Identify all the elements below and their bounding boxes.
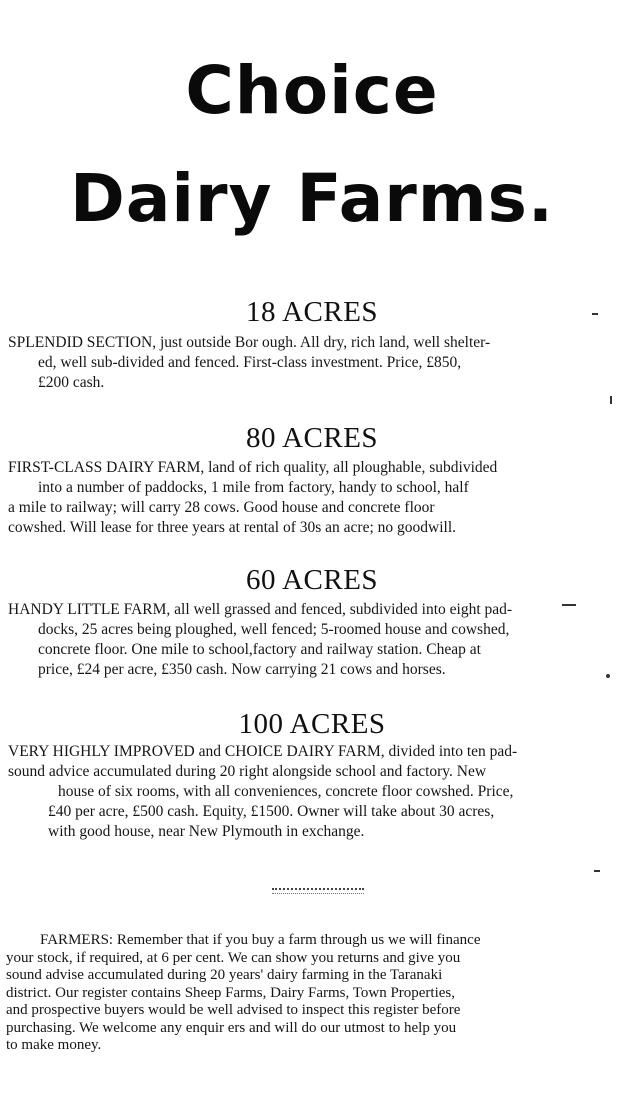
listing-line: £200 cash. bbox=[38, 374, 105, 391]
listing-heading-80-acres: 80 ACRES bbox=[245, 422, 379, 454]
listing-heading-100-acres: 100 ACRES bbox=[238, 708, 386, 740]
notice-line: and prospective buyers would be well advised to inspect this register before bbox=[6, 1002, 461, 1018]
listing-body-100-acres bbox=[8, 742, 598, 842]
listing-line: docks, 25 acres being ploughed, well fenced; 5-roomed house and cowshed, bbox=[38, 621, 510, 638]
scan-speck bbox=[592, 313, 598, 315]
listing-body-60-acres bbox=[8, 600, 598, 680]
notice-line: sound advise accumulated during 20 years' dairy farming in the Taranaki bbox=[6, 967, 443, 983]
listing-line: ed, well sub-divided and fenced. First-class investment. Price, £850, bbox=[38, 354, 462, 371]
notice-line: district. Our register contains Sheep Farms, Dairy Farms, Town Properties, bbox=[6, 984, 456, 1001]
listing-line: price, £24 per acre, £350 cash. Now carrying 21 cows and horses. bbox=[38, 661, 446, 678]
listing-line: with good house, near New Plymouth in exchange. bbox=[48, 823, 365, 840]
headline-line-2: Dairy Farms. bbox=[70, 160, 554, 237]
scan-speck bbox=[562, 604, 576, 606]
listing-body-80-acres bbox=[8, 458, 598, 538]
listing-line: concrete floor. One mile to school,factory and railway station. Cheap at bbox=[38, 641, 481, 658]
listing-line: cowshed. Will lease for three years at rental of 30s an acre; no goodwill. bbox=[8, 519, 457, 536]
listing-body-18-acres bbox=[8, 333, 598, 393]
listing-line: into a number of paddocks, 1 mile from factory, handy to school, half bbox=[38, 479, 469, 496]
listing-line: sound advice accumulated during 20 right alongside school and factory. New bbox=[8, 763, 487, 780]
listing-line: a mile to railway; will carry 28 cows. Good house and concrete floor bbox=[8, 499, 435, 516]
farmers-notice bbox=[6, 932, 610, 1055]
listing-line: HANDY LITTLE FARM, all well grassed and fenced, subdivided into eight pad- bbox=[8, 601, 513, 618]
notice-line: your stock, if required, at 6 per cent. We can show you returns and give you bbox=[6, 949, 461, 966]
ornamental-divider bbox=[272, 888, 364, 894]
listing-line: £40 per acre, £500 cash. Equity, £1500. Owner will take about 30 acres, bbox=[48, 803, 495, 820]
scan-speck bbox=[594, 870, 600, 872]
notice-line: purchasing. We welcome any enquir ers and will do our utmost to help you bbox=[6, 1019, 457, 1036]
scan-speck bbox=[610, 396, 612, 404]
scan-speck bbox=[606, 674, 610, 678]
listing-line: VERY HIGHLY IMPROVED and CHOICE DAIRY FARM, divided into ten pad- bbox=[8, 743, 518, 760]
listing-line: SPLENDID SECTION, just outside Bor ough. All dry, rich land, well shelter- bbox=[8, 334, 491, 351]
notice-line: to make money. bbox=[6, 1037, 102, 1053]
listing-heading-18-acres: 18 ACRES bbox=[245, 296, 379, 328]
headline-line-1: Choice bbox=[185, 52, 439, 129]
listing-heading-60-acres: 60 ACRES bbox=[245, 564, 379, 596]
notice-line: FARMERS: Remember that if you buy a farm through us we will finance bbox=[40, 932, 481, 948]
listing-line: house of six rooms, with all conveniences, concrete floor cowshed. Price, bbox=[58, 783, 514, 800]
listing-line: FIRST-CLASS DAIRY FARM, land of rich quality, all ploughable, subdivided bbox=[8, 459, 498, 476]
